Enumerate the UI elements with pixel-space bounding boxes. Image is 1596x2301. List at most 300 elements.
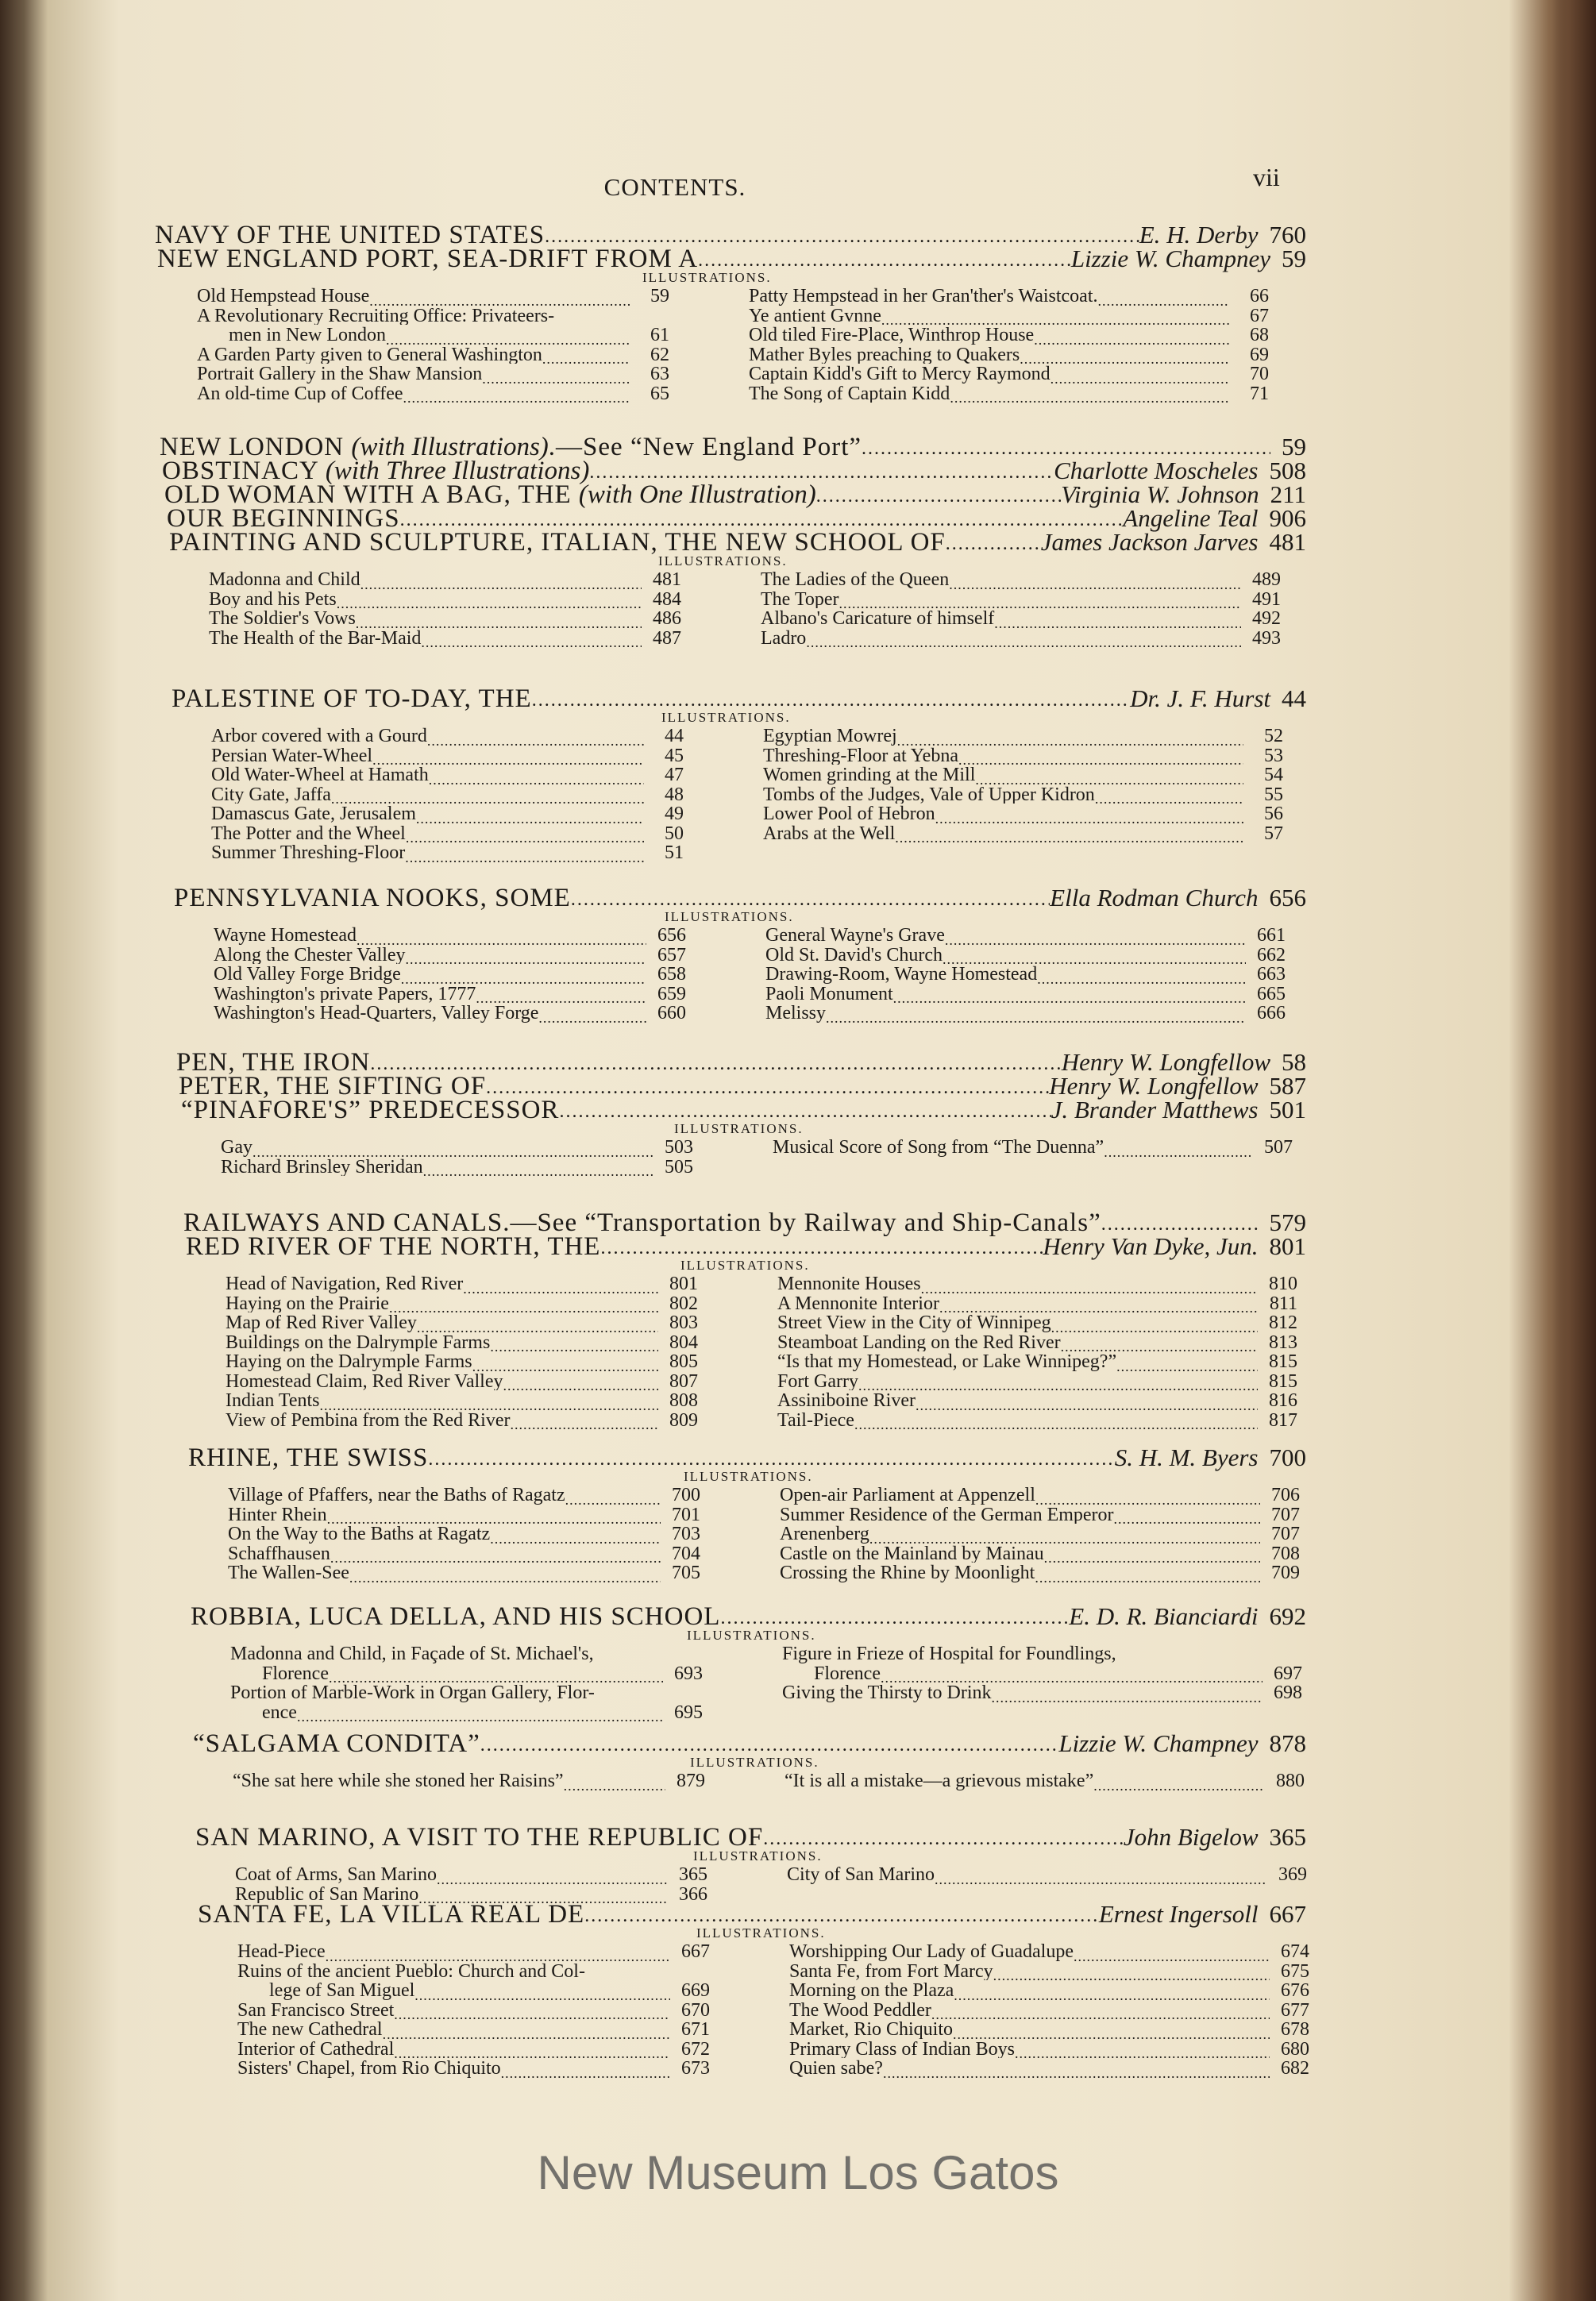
- dot-leader: [427, 730, 644, 746]
- article-title-text: PAINTING AND SCULPTURE, ITALIAN, THE NEW SCHOOL OF: [169, 528, 946, 557]
- illustration-item: [763, 823, 1283, 843]
- illustration-title: City of San Marino: [787, 1864, 935, 1884]
- illustration-title: “Is that my Homestead, or Lake Winnipeg?”: [777, 1351, 1117, 1371]
- illustration-title: Homestead Claim, Red River Valley: [226, 1370, 503, 1390]
- illustration-page: 677: [1281, 1999, 1309, 2019]
- illustration-item: [211, 842, 684, 862]
- article-title-italic: (with One Illustration): [578, 480, 816, 509]
- illustration-page: 809: [669, 1409, 698, 1429]
- dot-leader: [571, 889, 1050, 913]
- illustrations-column-left: [235, 1864, 707, 1903]
- illustration-item: [230, 1663, 703, 1683]
- article-title: [198, 1900, 584, 1929]
- illustration-page: 703: [672, 1524, 700, 1544]
- dot-leader: [327, 1508, 661, 1524]
- article-page: 667: [1269, 1900, 1306, 1928]
- illustration-title: Head-Piece: [237, 1941, 326, 1961]
- illustration-title: Drawing-Room, Wayne Homestead: [765, 964, 1038, 984]
- illustration-title: Map of Red River Valley: [226, 1312, 417, 1332]
- illustration-title: The Wallen-See: [228, 1563, 349, 1582]
- article-page: 692: [1269, 1602, 1306, 1630]
- article-author: E. D. R. Bianciardi: [1069, 1602, 1259, 1630]
- illustration-item: [197, 325, 669, 345]
- illustrations-column-right: [777, 1274, 1297, 1429]
- illustration-page: 676: [1281, 1980, 1309, 2000]
- illustration-page: 708: [1271, 1543, 1300, 1563]
- dot-leader: [542, 348, 630, 364]
- illustration-page: 671: [681, 2019, 710, 2039]
- illustration-page: 665: [1257, 983, 1286, 1003]
- dot-leader: [994, 612, 1241, 628]
- illustration-title: Open-air Parliament at Appenzell: [780, 1485, 1035, 1505]
- illustration-title: Egyptian Mowrej: [763, 726, 897, 746]
- illustration-item: [237, 2058, 710, 2078]
- illustration-title: Along the Chester Valley: [214, 944, 406, 964]
- illustration-item: [226, 1312, 698, 1332]
- dot-leader: [881, 1667, 1263, 1682]
- illustration-item: [226, 1410, 698, 1430]
- article-title-text: NAVY OF THE UNITED STATES: [155, 221, 545, 249]
- illustration-page: 484: [653, 588, 681, 608]
- illustration-page: 695: [674, 1702, 703, 1721]
- article-page: 700: [1269, 1443, 1306, 1471]
- illustration-title: The Ladies of the Queen: [761, 569, 950, 589]
- illustration-item: [777, 1293, 1297, 1313]
- dot-leader: [958, 749, 1243, 765]
- dot-leader: [1037, 968, 1246, 984]
- article-title-text: RHINE, THE SWISS: [188, 1443, 429, 1472]
- illustration-page: 815: [1269, 1351, 1297, 1371]
- illustration-page: 71: [1250, 383, 1269, 403]
- illustration-title: Ladro: [761, 627, 807, 647]
- illustration-page: 802: [669, 1293, 698, 1312]
- illustration-page: 704: [672, 1543, 700, 1563]
- article-title-text: OBSTINACY: [162, 457, 318, 485]
- illustration-title: Richard Brinsley Sheridan: [221, 1156, 423, 1176]
- illustration-page: 804: [669, 1332, 698, 1351]
- dot-leader: [503, 1374, 659, 1390]
- dot-leader: [405, 846, 644, 862]
- illustration-page: 48: [665, 784, 684, 804]
- illustration-title: Madonna and Child: [209, 569, 360, 589]
- article-title-italic: (with Illustrations): [351, 433, 549, 461]
- illustration-page: 505: [665, 1156, 693, 1176]
- illustration-page: 813: [1269, 1332, 1297, 1351]
- illustration-page: 507: [1264, 1137, 1293, 1157]
- illustration-title: On the Way to the Baths at Ragatz: [228, 1524, 491, 1544]
- illustration-item: [228, 1524, 700, 1544]
- dot-leader: [839, 592, 1241, 608]
- illustration-title: men in New London: [229, 325, 386, 345]
- article-page: 211: [1270, 480, 1306, 508]
- article-page: 481: [1269, 528, 1306, 556]
- illustration-item: [763, 804, 1283, 823]
- illustration-title: Gay: [221, 1137, 253, 1157]
- illustrations-column-left: [211, 726, 684, 862]
- illustration-title: Mennonite Houses: [777, 1274, 921, 1293]
- article-title-text: ROBBIA, LUCA DELLA, AND HIS SCHOOL: [191, 1602, 721, 1631]
- illustration-item: [230, 1644, 703, 1663]
- illustration-item: [765, 1003, 1286, 1023]
- article-page: 906: [1269, 504, 1306, 532]
- illustration-title: Old Water-Wheel at Hamath: [211, 765, 429, 784]
- article-page: 501: [1269, 1096, 1306, 1124]
- dot-leader: [403, 387, 630, 403]
- illustration-page: 698: [1274, 1682, 1302, 1702]
- dot-leader: [897, 730, 1243, 746]
- dot-leader: [329, 1667, 663, 1682]
- illustrations-label: ILLUSTRATIONS.: [690, 1755, 819, 1770]
- illustration-title: Melissy: [765, 1003, 827, 1023]
- illustration-item: [237, 2019, 710, 2039]
- illustration-page: 67: [1250, 305, 1269, 325]
- article-page: 760: [1269, 221, 1306, 249]
- illustration-page: 701: [672, 1504, 700, 1524]
- illustration-title: Portrait Gallery in the Shaw Mansion: [197, 364, 483, 384]
- illustration-item: [749, 345, 1269, 364]
- article-page: 801: [1269, 1232, 1306, 1260]
- illustration-item: [228, 1563, 700, 1582]
- illustration-item: [777, 1332, 1297, 1352]
- dot-leader: [953, 2023, 1270, 2039]
- illustration-title: Head of Navigation, Red River: [226, 1274, 464, 1293]
- illustration-item: [211, 746, 684, 765]
- illustration-title: Washington's Head-Quarters, Valley Forge: [214, 1003, 539, 1023]
- article-author: Henry Van Dyke, Jun.: [1043, 1232, 1259, 1260]
- dot-leader: [600, 1238, 1043, 1262]
- illustration-page: 657: [657, 944, 686, 964]
- illustrations-column-left: [226, 1274, 698, 1429]
- illustration-title: Republic of San Marino: [235, 1883, 419, 1903]
- illustration-page: 670: [681, 1999, 710, 2019]
- illustration-page: 656: [657, 925, 686, 945]
- illustration-page: 68: [1250, 325, 1269, 345]
- illustration-page: 700: [672, 1485, 700, 1505]
- illustration-title: Assiniboine River: [777, 1390, 916, 1410]
- illustration-title: Worshipping Our Lady of Guadalupe: [789, 1941, 1074, 1961]
- illustration-page: 807: [669, 1370, 698, 1390]
- illustration-item: [214, 964, 686, 984]
- dot-leader: [565, 1489, 661, 1505]
- dot-leader: [1015, 2042, 1270, 2058]
- illustration-item: [785, 1771, 1305, 1790]
- illustration-page: 49: [665, 804, 684, 823]
- article-author: Henry W. Longfellow: [1061, 1048, 1270, 1076]
- article-page: 58: [1282, 1048, 1306, 1076]
- illustration-item: [209, 628, 681, 648]
- illustration-item: [749, 384, 1269, 403]
- illustration-page: 369: [1278, 1864, 1307, 1884]
- illustration-page: 658: [657, 964, 686, 984]
- dot-leader: [437, 1868, 668, 1884]
- dot-leader: [1035, 1489, 1260, 1505]
- illustration-page: 492: [1252, 608, 1281, 628]
- illustration-title: Street View in the City of Winnipeg: [777, 1312, 1051, 1332]
- illustration-item: [226, 1332, 698, 1352]
- article-author: J. Brander Matthews: [1051, 1096, 1259, 1124]
- article-author: John Bigelow: [1123, 1823, 1259, 1851]
- illustration-page: 57: [1264, 823, 1283, 842]
- illustration-title: Boy and his Pets: [209, 588, 337, 608]
- article-title-text: PALESTINE OF TO-DAY, THE: [172, 684, 532, 713]
- illustration-item: [782, 1682, 1302, 1702]
- illustration-title: Damascus Gate, Jerusalem: [211, 804, 416, 823]
- illustration-item: [749, 286, 1269, 306]
- illustration-item: [214, 945, 686, 965]
- illustration-page: 487: [653, 627, 681, 647]
- dot-leader: [1061, 1336, 1258, 1351]
- illustration-item: [228, 1485, 700, 1505]
- illustration-item: [789, 2058, 1309, 2078]
- illustration-page: 815: [1269, 1370, 1297, 1390]
- illustration-page: 55: [1264, 784, 1283, 804]
- illustration-title: Arabs at the Well: [763, 823, 896, 842]
- illustration-title: Persian Water-Wheel: [211, 745, 373, 765]
- illustration-page: 65: [650, 383, 669, 403]
- dot-leader: [564, 1775, 665, 1790]
- dot-leader: [406, 827, 644, 842]
- illustration-title: Schaffhausen: [228, 1543, 330, 1563]
- dot-leader: [950, 387, 1229, 403]
- dot-leader: [1116, 1355, 1258, 1371]
- illustrations-label: ILLUSTRATIONS.: [693, 1848, 823, 1864]
- illustration-title: Tombs of the Judges, Vale of Upper Kidron: [763, 784, 1095, 804]
- article-title: [195, 1823, 763, 1852]
- illustration-title: An old-time Cup of Coffee: [197, 383, 403, 403]
- illustration-page: 693: [674, 1663, 703, 1682]
- illustrations-column-right: [773, 1137, 1293, 1157]
- illustration-item: [765, 945, 1286, 965]
- illustration-item: [233, 1771, 705, 1790]
- illustration-title: The Wood Peddler: [789, 1999, 931, 2019]
- illustration-title: Santa Fe, from Fort Marcy: [789, 1960, 993, 1980]
- illustration-item: [765, 984, 1286, 1004]
- dot-leader: [939, 1297, 1258, 1312]
- illustration-page: 879: [677, 1771, 705, 1790]
- illustration-page: 62: [650, 344, 669, 364]
- illustrations-label: ILLUSTRATIONS.: [687, 1628, 816, 1643]
- dot-leader: [372, 749, 644, 765]
- illustration-page: 663: [1257, 964, 1286, 984]
- illustration-title: Florence: [814, 1663, 881, 1682]
- illustration-title: Morning on the Plaza: [789, 1980, 954, 2000]
- illustration-item: [789, 1941, 1309, 1961]
- dot-leader: [1020, 348, 1229, 364]
- illustration-item: [765, 925, 1286, 945]
- dot-leader: [538, 1007, 646, 1023]
- dot-leader: [490, 1336, 658, 1351]
- article-title: [181, 1096, 559, 1125]
- illustration-item: [197, 364, 669, 384]
- illustration-item: [763, 746, 1283, 765]
- illustration-title: “It is all a mistake—a grievous mistake”: [785, 1771, 1094, 1790]
- article-title: [186, 1232, 600, 1262]
- illustration-item: [777, 1274, 1297, 1293]
- illustration-title: Captain Kidd's Gift to Mercy Raymond: [749, 364, 1051, 384]
- illustration-title: Giving the Thirsty to Drink: [782, 1682, 992, 1702]
- illustration-page: 54: [1264, 765, 1283, 784]
- illustrations-column-left: [197, 286, 669, 403]
- illustration-item: [237, 2039, 710, 2059]
- dot-leader: [394, 2003, 670, 2019]
- dot-leader: [584, 1906, 1099, 1929]
- illustration-title: Coat of Arms, San Marino: [235, 1864, 437, 1884]
- article-title-text: NEW LONDON: [160, 433, 345, 461]
- illustration-page: 678: [1281, 2019, 1309, 2039]
- illustration-title: Castle on the Mainland by Mainau: [780, 1543, 1044, 1563]
- illustration-title: Summer Threshing-Floor: [211, 842, 406, 862]
- illustration-page: 811: [1269, 1293, 1297, 1312]
- illustration-page: 661: [1257, 925, 1286, 945]
- illustration-item: [211, 823, 684, 843]
- illustration-page: 816: [1269, 1390, 1297, 1410]
- illustration-title: Summer Residence of the German Emperor: [780, 1504, 1114, 1524]
- illustration-item: [197, 286, 669, 306]
- illustration-title: A Mennonite Interior: [777, 1293, 939, 1312]
- illustrations-label: ILLUSTRATIONS.: [661, 710, 791, 725]
- illustration-item: [228, 1505, 700, 1524]
- illustration-item: [235, 1864, 707, 1884]
- illustration-item: [221, 1157, 693, 1177]
- illustration-item: [197, 384, 669, 403]
- illustration-title: Threshing-Floor at Yebna: [763, 745, 958, 765]
- illustration-title: A Revolutionary Recruiting Office: Privateers-: [197, 305, 555, 325]
- illustration-page: 709: [1271, 1563, 1300, 1582]
- illustrations-column-left: [214, 925, 686, 1023]
- page-title: CONTENTS.: [603, 173, 746, 201]
- illustration-item: [197, 345, 669, 364]
- dot-leader: [916, 1394, 1258, 1410]
- dot-leader: [559, 1101, 1051, 1125]
- article-author: Lizzie W. Champney: [1070, 245, 1270, 272]
- illustration-title: Indian Tents: [226, 1390, 320, 1410]
- illustration-title: Arenenberg: [780, 1524, 869, 1544]
- illustration-item: [226, 1274, 698, 1293]
- illustration-item: [763, 765, 1283, 784]
- dot-leader: [406, 948, 646, 964]
- illustration-page: 707: [1271, 1504, 1300, 1524]
- dot-leader: [331, 788, 644, 804]
- illustration-title: Arbor covered with a Gourd: [211, 726, 427, 746]
- illustration-page: 682: [1281, 2058, 1309, 2078]
- dot-leader: [482, 368, 630, 384]
- illustration-title: Quien sabe?: [789, 2058, 883, 2078]
- illustration-title: The Toper: [761, 588, 839, 608]
- article-author: Dr. J. F. Hurst: [1130, 684, 1270, 712]
- illustration-page: 61: [650, 325, 669, 345]
- illustrations-column-right: [761, 569, 1281, 647]
- illustration-item: [228, 1544, 700, 1563]
- illustration-title: Figure in Frieze of Hospital for Foundlings,: [782, 1644, 1116, 1663]
- dot-leader: [895, 827, 1243, 842]
- illustrations-column-left: [221, 1137, 693, 1176]
- dot-leader: [869, 1528, 1260, 1544]
- article-author: Henry W. Longfellow: [1049, 1072, 1259, 1100]
- article-page: 59: [1282, 245, 1306, 272]
- illustration-title: The Song of Captain Kidd: [749, 383, 950, 403]
- illustrations-column-right: [749, 286, 1269, 403]
- illustration-page: 669: [681, 1980, 710, 2000]
- illustration-item: [777, 1410, 1297, 1430]
- illustrations-column-right: [780, 1485, 1300, 1582]
- illustration-page: 493: [1252, 627, 1281, 647]
- illustration-item: [787, 1864, 1307, 1884]
- illustration-item: [226, 1293, 698, 1313]
- illustration-title: Lower Pool of Hebron: [763, 804, 935, 823]
- illustration-page: 705: [672, 1563, 700, 1582]
- illustrations-label: ILLUSTRATIONS.: [658, 553, 788, 569]
- illustration-page: 697: [1274, 1663, 1302, 1682]
- article-author: Angeline Teal: [1123, 504, 1259, 532]
- dot-leader: [330, 1547, 661, 1563]
- dot-leader: [510, 1413, 658, 1429]
- illustration-item: [761, 628, 1281, 648]
- illustration-page: 808: [669, 1390, 698, 1410]
- illustration-item: [211, 726, 684, 746]
- illustration-page: 50: [665, 823, 684, 842]
- dot-leader: [297, 1706, 663, 1721]
- illustration-title: City Gate, Jaffa: [211, 784, 331, 804]
- illustration-page: 45: [665, 745, 684, 765]
- article-page: 59: [1282, 433, 1306, 461]
- illustration-item: [197, 306, 669, 326]
- illustration-page: 70: [1250, 364, 1269, 384]
- illustration-page: 56: [1264, 804, 1283, 823]
- illustration-item: [221, 1137, 693, 1157]
- illustration-item: [789, 2039, 1309, 2059]
- illustration-page: 880: [1276, 1771, 1305, 1790]
- illustration-title: The Potter and the Wheel: [211, 823, 406, 842]
- illustration-item: [761, 608, 1281, 628]
- dot-leader: [337, 592, 642, 608]
- illustration-title: Buildings on the Dalrymple Farms: [226, 1332, 491, 1351]
- illustration-page: 675: [1281, 1960, 1309, 1980]
- dot-leader: [883, 2062, 1270, 2078]
- illustration-page: 667: [681, 1941, 710, 1961]
- illustration-page: 812: [1269, 1312, 1297, 1332]
- illustration-title: Old Valley Forge Bridge: [214, 964, 401, 984]
- article-author: Lizzie W. Champney: [1058, 1729, 1259, 1757]
- article-author: Virginia W. Johnson: [1061, 480, 1259, 508]
- illustration-item: [789, 2000, 1309, 2020]
- article-author: Ernest Ingersoll: [1098, 1900, 1259, 1928]
- illustration-title: “She sat here while she stoned her Raisins”: [233, 1771, 564, 1790]
- dot-leader: [935, 1868, 1267, 1884]
- illustration-title: ence: [262, 1702, 297, 1721]
- illustration-item: [226, 1390, 698, 1410]
- illustration-title: The Soldier's Vows: [209, 608, 356, 628]
- illustration-item: [230, 1682, 703, 1702]
- dot-leader: [383, 2023, 670, 2039]
- page-number: vii: [1253, 163, 1280, 191]
- dot-leader: [1114, 1508, 1260, 1524]
- article-title-text: RAILWAYS AND CANALS.—See “Transportation by Railway and Ship-Canals”: [183, 1208, 1101, 1237]
- illustration-title: Fort Garry: [777, 1370, 858, 1390]
- dot-leader: [881, 309, 1229, 325]
- illustration-item: [763, 784, 1283, 804]
- dot-leader: [935, 807, 1243, 823]
- illustration-title: Washington's private Papers, 1777: [214, 983, 476, 1003]
- illustration-item: [214, 1003, 686, 1023]
- illustration-item: [782, 1644, 1302, 1663]
- illustration-item: [765, 964, 1286, 984]
- illustration-page: 481: [653, 569, 681, 589]
- dot-leader: [394, 2042, 670, 2058]
- illustrations-column-left: [228, 1485, 700, 1582]
- illustration-title: The new Cathedral: [237, 2019, 383, 2039]
- illustrations-label: ILLUSTRATIONS.: [665, 909, 794, 924]
- illustrations-label: ILLUSTRATIONS.: [674, 1121, 804, 1136]
